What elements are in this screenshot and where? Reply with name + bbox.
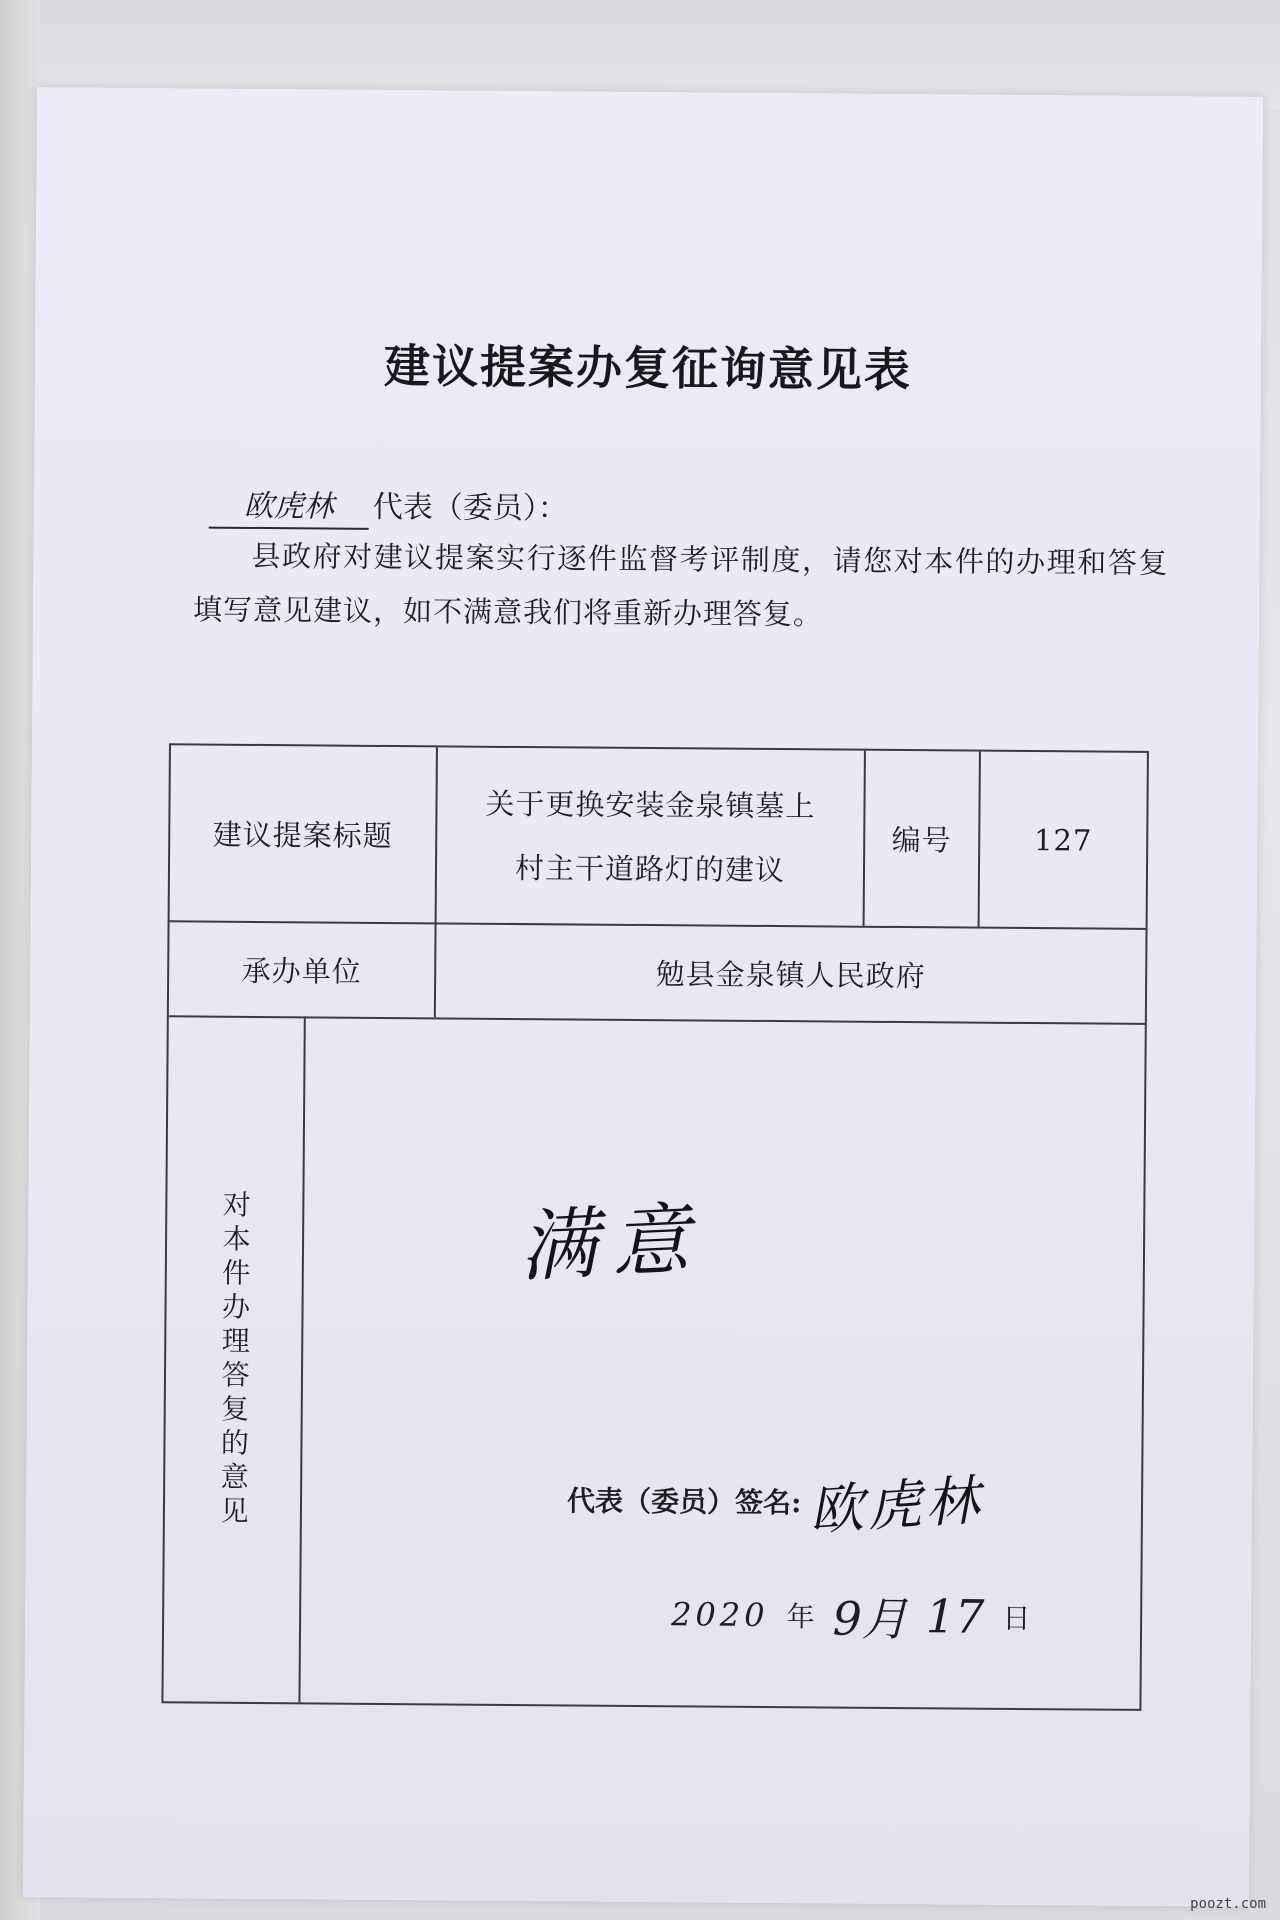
opinion-label: 对本件办理答复的意见 xyxy=(216,1189,252,1530)
year-char: 年 xyxy=(786,1600,815,1634)
signature-handwritten: 欧虎林 xyxy=(807,1468,986,1543)
date-day: 17 xyxy=(925,1589,985,1644)
salutation-suffix: 代表（委员）： xyxy=(372,489,568,527)
handling-unit-label: 承办单位 xyxy=(241,953,362,989)
salutation xyxy=(209,481,568,532)
watermark-text: poozt.com xyxy=(1190,1896,1266,1912)
date-line xyxy=(671,1581,1031,1650)
paper-sheet xyxy=(23,87,1263,1907)
date-month: 9月 xyxy=(832,1591,909,1647)
opinion-area xyxy=(300,1018,1144,1709)
proposal-title-value xyxy=(437,747,864,925)
opinion-handwritten: 满意 xyxy=(517,1194,706,1293)
date-year: 2020 xyxy=(671,1595,769,1635)
document-title: 建议提案办复征询意见表 xyxy=(383,338,913,398)
opinion-form-table xyxy=(161,743,1149,1711)
signature-label: 代表（委员）签名: xyxy=(566,1483,802,1519)
salutation-name: 欧虎林 xyxy=(209,481,369,530)
number-label: 编号 xyxy=(891,822,952,858)
proposal-title-line-2: 村主干道路灯的建议 xyxy=(514,850,786,887)
number-value: 127 xyxy=(1033,822,1093,858)
proposal-title-line-1: 关于更换安装金泉镇墓上 xyxy=(485,786,816,823)
instruction-paragraph: 县政府对建议提案实行逐件监督考评制度，请您对本件的办理和答复填写意见建议，如不满意我们将重新办理答复。 xyxy=(192,538,1169,632)
signature-line xyxy=(566,1460,986,1543)
day-char: 日 xyxy=(1002,1601,1031,1636)
handling-unit-value: 勉县金泉镇人民政府 xyxy=(655,957,926,994)
proposal-title-label: 建议提案标题 xyxy=(212,817,393,854)
